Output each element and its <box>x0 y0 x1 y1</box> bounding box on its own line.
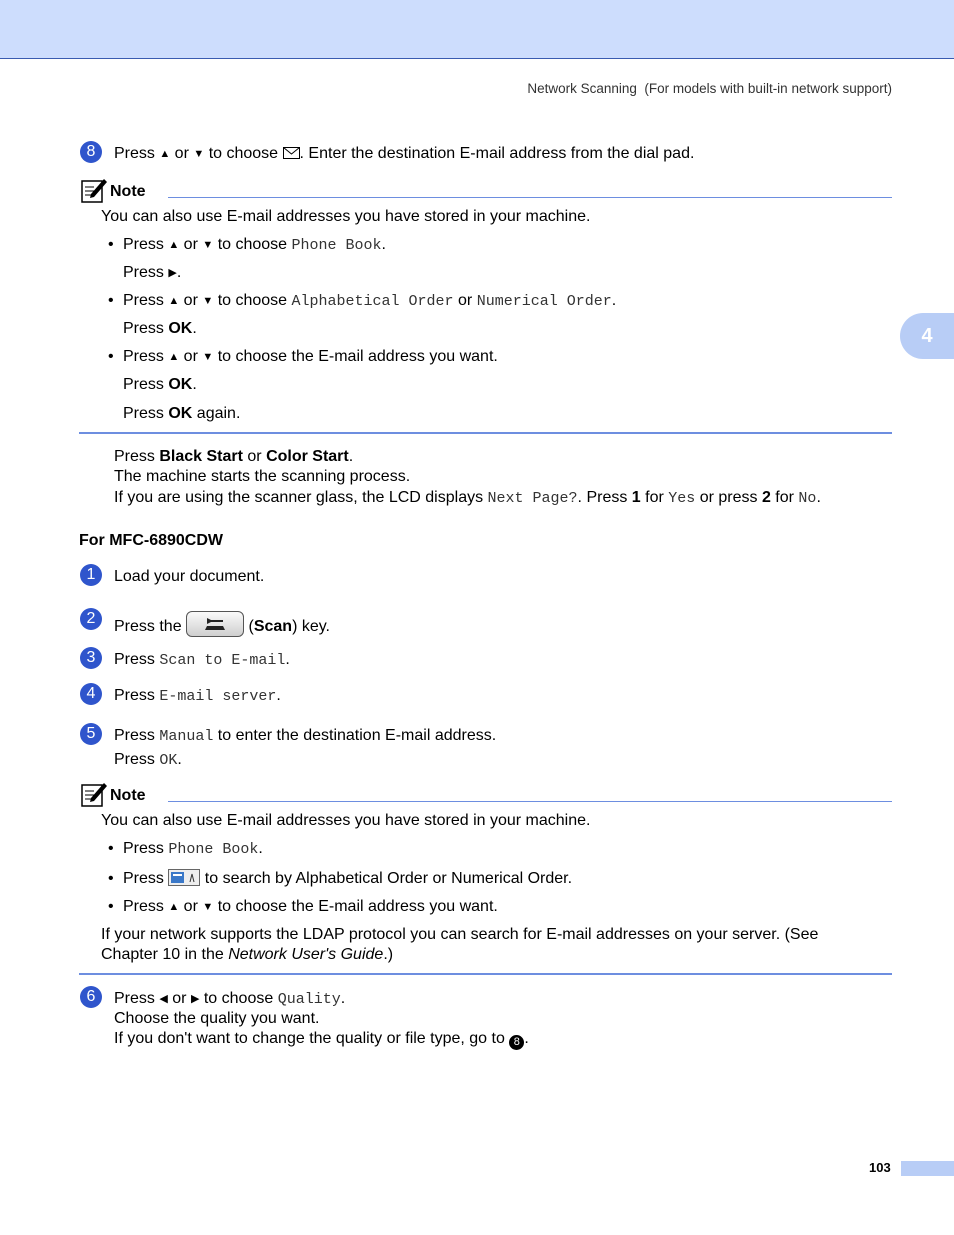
text: or <box>179 236 203 253</box>
step-number-6: 6 <box>80 986 102 1008</box>
note1-bullet-2 <box>123 291 616 312</box>
text: to search by Alphabetical Order or Numerical Order. <box>200 870 573 887</box>
text: Press <box>123 264 169 281</box>
page-number: 103 <box>869 1160 891 1175</box>
up-arrow-icon: ▲ <box>168 239 180 251</box>
left-arrow-icon: ◀ <box>159 993 168 1005</box>
lcd-text: OK <box>159 752 178 769</box>
lcd-text: Scan to E-mail <box>159 652 286 669</box>
text: Press <box>123 898 169 915</box>
note-rule <box>168 801 892 802</box>
note-label: Note <box>110 183 146 200</box>
text: . <box>611 292 617 309</box>
header-band <box>0 0 954 59</box>
text: If you are using the scanner glass, the LCD displays <box>114 489 488 506</box>
text: Press <box>114 727 160 744</box>
bullet-dot: • <box>108 348 114 365</box>
step3-line <box>114 650 290 671</box>
text: ) key. <box>292 618 330 635</box>
note2-bullet-1 <box>123 839 263 860</box>
text: Press <box>123 236 169 253</box>
text: to choose the E-mail address you want. <box>213 898 498 915</box>
text: or <box>242 448 267 465</box>
text: Press <box>123 376 169 393</box>
key-name: OK <box>168 320 193 337</box>
note-label: Note <box>110 787 146 804</box>
note-rule <box>168 197 892 198</box>
right-arrow-icon: ▶ <box>168 267 177 279</box>
text: Press <box>114 751 160 768</box>
text: Press <box>123 320 169 337</box>
press-start-line <box>114 447 353 467</box>
key-name: 2 <box>761 489 771 506</box>
note1-bullet-2-sub <box>123 319 197 339</box>
text: Press the <box>114 618 187 635</box>
text: Press <box>123 348 169 365</box>
step-number-2: 2 <box>80 608 102 630</box>
text: . <box>276 687 281 704</box>
step2-line <box>114 611 330 637</box>
step8-line <box>114 144 694 164</box>
step1-text: Load your document. <box>114 568 265 585</box>
key-name: 1 <box>631 489 641 506</box>
text: . <box>176 264 182 281</box>
step-number-4: 4 <box>80 683 102 705</box>
lcd-text: Numerical Order <box>476 293 612 310</box>
text: . <box>348 448 354 465</box>
step6-line-3 <box>114 1029 529 1050</box>
ldap-line-1: If your network supports the LDAP protocol you can search for E-mail addresses on your server. (See <box>101 926 819 943</box>
text: If you don't want to change the quality or file type, go to <box>114 1030 510 1047</box>
key-name: Color Start <box>266 448 349 465</box>
search-key-icon <box>168 869 200 886</box>
text: Press <box>114 448 160 465</box>
step-number-8: 8 <box>80 141 102 163</box>
text: . Press <box>577 489 632 506</box>
text: to choose <box>213 292 292 309</box>
text: or <box>179 348 203 365</box>
note2-bullet-3 <box>123 897 498 917</box>
note1-bullet-1 <box>123 235 386 256</box>
text: Press <box>114 651 160 668</box>
bullet-dot: • <box>108 898 114 915</box>
text: Chapter 10 in the <box>101 946 229 963</box>
step5-line <box>114 726 496 747</box>
up-arrow-icon: ▲ <box>168 295 180 307</box>
bullet-dot: • <box>108 840 114 857</box>
key-name: Scan <box>253 618 293 635</box>
guide-title: Network User's Guide <box>228 946 384 963</box>
text: . <box>177 751 182 768</box>
down-arrow-icon: ▼ <box>202 901 214 913</box>
text: Press <box>123 840 169 857</box>
lcd-text: Next Page? <box>487 490 578 507</box>
text: to enter the destination E-mail address. <box>213 727 497 744</box>
note1-bullet-1-sub <box>123 263 181 283</box>
lcd-text: Manual <box>159 728 214 745</box>
text: Press <box>123 292 169 309</box>
down-arrow-icon: ▼ <box>202 295 214 307</box>
note-pencil-icon <box>80 782 108 813</box>
text: for <box>770 489 799 506</box>
text: Press <box>114 687 160 704</box>
up-arrow-icon: ▲ <box>159 148 171 160</box>
step-number-5: 5 <box>80 723 102 745</box>
text: . <box>258 840 263 857</box>
bullet-dot: • <box>108 292 114 309</box>
lcd-text: E-mail server <box>159 688 277 705</box>
text: . <box>340 990 346 1007</box>
step8-text-3: to choose <box>204 145 283 162</box>
step8-text-1: Press <box>114 145 160 162</box>
down-arrow-icon: ▼ <box>193 148 205 160</box>
step5-sub-line <box>114 750 182 771</box>
lcd-text: Quality <box>277 991 341 1008</box>
step6-line-1 <box>114 989 345 1010</box>
step6-line-2: Choose the quality you want. <box>114 1010 320 1027</box>
text: again. <box>192 405 241 422</box>
footer-bar <box>901 1161 954 1176</box>
lcd-text: Phone Book <box>291 237 382 254</box>
text: to choose <box>199 990 278 1007</box>
text: or press <box>695 489 762 506</box>
up-arrow-icon: ▲ <box>168 351 180 363</box>
note1-intro: You can also use E-mail addresses you have stored in your machine. <box>101 208 591 225</box>
lcd-text: Alphabetical Order <box>291 293 454 310</box>
text: or <box>179 292 203 309</box>
chapter-tab: 4 <box>900 313 954 359</box>
right-arrow-icon: ▶ <box>190 993 200 1005</box>
step8-text-2: or <box>170 145 194 162</box>
envelope-icon <box>283 145 300 162</box>
text: Press <box>123 405 169 422</box>
text: to choose <box>213 236 292 253</box>
note-end-rule <box>79 432 892 434</box>
step-number-1: 1 <box>80 564 102 586</box>
note1-bullet-3 <box>123 347 498 367</box>
step-reference-8: 8 <box>509 1035 524 1050</box>
text: . <box>381 236 386 253</box>
note2-intro: You can also use E-mail addresses you have stored in your machine. <box>101 812 591 829</box>
text: . <box>285 651 290 668</box>
down-arrow-icon: ▼ <box>202 351 214 363</box>
text: or <box>167 990 191 1007</box>
text: .) <box>383 946 394 963</box>
note1-bullet-3-sub-1 <box>123 375 197 395</box>
lcd-text: Phone Book <box>168 841 259 858</box>
text: or <box>453 292 477 309</box>
lcd-text: Yes <box>668 490 696 507</box>
text: . <box>192 376 197 393</box>
text: . <box>192 320 197 337</box>
scanning-process-line: The machine starts the scanning process. <box>114 468 411 485</box>
bullet-dot: • <box>108 870 114 887</box>
section-heading: For MFC-6890CDW <box>79 532 224 549</box>
ldap-line-2 <box>101 945 393 965</box>
text: to choose the E-mail address you want. <box>213 348 498 365</box>
text: for <box>640 489 669 506</box>
up-arrow-icon: ▲ <box>168 901 180 913</box>
down-arrow-icon: ▼ <box>202 239 214 251</box>
key-name: OK <box>168 376 193 393</box>
step4-line <box>114 686 281 707</box>
text: . <box>524 1030 529 1047</box>
scan-key-icon <box>186 611 244 637</box>
step-number-3: 3 <box>80 647 102 669</box>
note1-bullet-3-sub-2 <box>123 404 240 424</box>
running-head: Network Scanning (For models with built-in network support) <box>527 81 892 96</box>
note-end-rule <box>79 973 892 975</box>
note-pencil-icon <box>80 178 108 209</box>
step8-text-4: . Enter the destination E-mail address from the dial pad. <box>299 145 695 162</box>
lcd-text: No <box>798 490 817 507</box>
key-name: Black Start <box>159 448 243 465</box>
key-name: OK <box>168 405 193 422</box>
text: or <box>179 898 203 915</box>
note2-bullet-2 <box>123 869 572 889</box>
text: . <box>816 489 821 506</box>
scanner-glass-line <box>114 488 821 509</box>
bullet-dot: • <box>108 236 114 253</box>
text: Press <box>114 990 160 1007</box>
text: ( <box>244 618 254 635</box>
text: Press <box>123 870 169 887</box>
